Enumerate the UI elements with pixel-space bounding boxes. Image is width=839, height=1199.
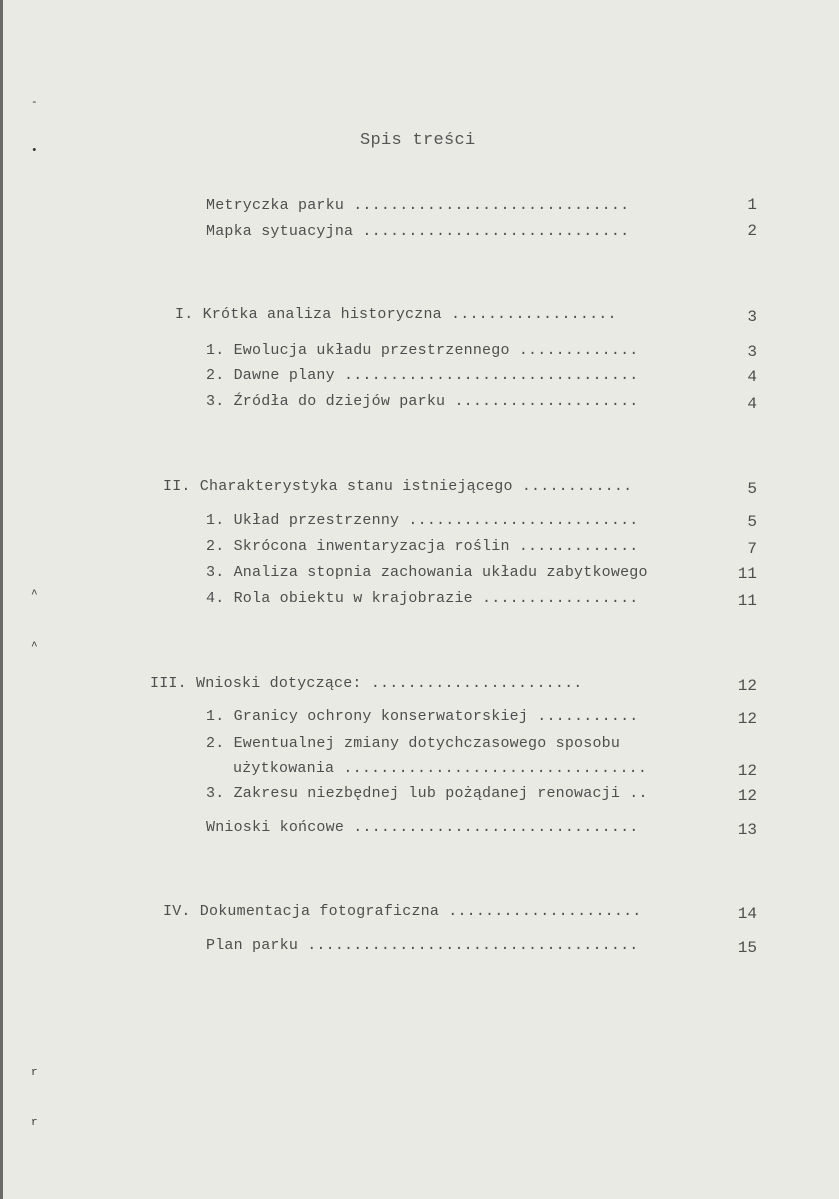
- toc-entry: Mapka sytuacyjna .............................: [206, 223, 630, 240]
- toc-entry: 2. Ewentualnej zmiany dotychczasowego sposobu: [206, 735, 621, 752]
- toc-page-number: 12: [737, 762, 757, 780]
- margin-mark: ^: [31, 589, 38, 601]
- margin-mark: -: [31, 97, 38, 109]
- toc-page-number: 14: [737, 905, 757, 923]
- toc-page-number: 1: [747, 196, 757, 214]
- margin-mark: •: [31, 145, 38, 157]
- toc-entry: Wnioski końcowe ...............................: [206, 819, 639, 836]
- margin-mark: r: [31, 1067, 38, 1079]
- toc-page-number: 5: [747, 513, 757, 531]
- toc-page-number: 5: [747, 480, 757, 498]
- toc-page-number: 4: [747, 395, 757, 413]
- toc-entry: 4. Rola obiektu w krajobrazie .................: [206, 590, 639, 607]
- toc-entry: 3. Zakresu niezbędnej lub pożądanej renowacji ..: [206, 785, 648, 802]
- toc-entry: Metryczka parku ..............................: [206, 197, 630, 214]
- toc-page-number: 11: [737, 565, 757, 583]
- toc-page-number: 7: [747, 540, 757, 558]
- toc-entry: 1. Układ przestrzenny .........................: [206, 512, 639, 529]
- toc-section-heading: IV. Dokumentacja fotograficzna .....................: [163, 903, 642, 920]
- toc-page-number: 12: [737, 677, 757, 695]
- toc-page-number: 12: [737, 710, 757, 728]
- page-title: Spis treści: [360, 131, 476, 150]
- toc-page-number: 15: [737, 939, 757, 957]
- toc-section-heading: II. Charakterystyka stanu istniejącego ............: [163, 478, 633, 495]
- toc-page-number: 3: [747, 343, 757, 361]
- toc-section-heading: III. Wnioski dotyczące: .......................: [150, 675, 583, 692]
- toc-page-number: 3: [747, 308, 757, 326]
- toc-entry: 1. Ewolucja układu przestrzennego .............: [206, 342, 639, 359]
- toc-entry: Plan parku ....................................: [206, 937, 639, 954]
- toc-section-heading: I. Krótka analiza historyczna ..................: [175, 306, 617, 323]
- margin-mark: ^: [31, 641, 38, 653]
- toc-page-number: 13: [737, 821, 757, 839]
- toc-entry: 3. Analiza stopnia zachowania układu zabytkowego: [206, 564, 648, 581]
- toc-page-number: 12: [737, 787, 757, 805]
- toc-page-number: 4: [747, 368, 757, 386]
- toc-entry: 1. Granicy ochrony konserwatorskiej ...........: [206, 708, 639, 725]
- toc-page-number: 2: [747, 222, 757, 240]
- toc-entry: 2. Dawne plany ................................: [206, 367, 639, 384]
- toc-page-number: 11: [737, 592, 757, 610]
- toc-entry: 2. Skrócona inwentaryzacja roślin .............: [206, 538, 639, 555]
- toc-entry: 3. Źródła do dziejów parku ....................: [206, 393, 639, 410]
- toc-entry: użytkowania .................................: [233, 760, 648, 777]
- margin-mark: r: [31, 1117, 38, 1129]
